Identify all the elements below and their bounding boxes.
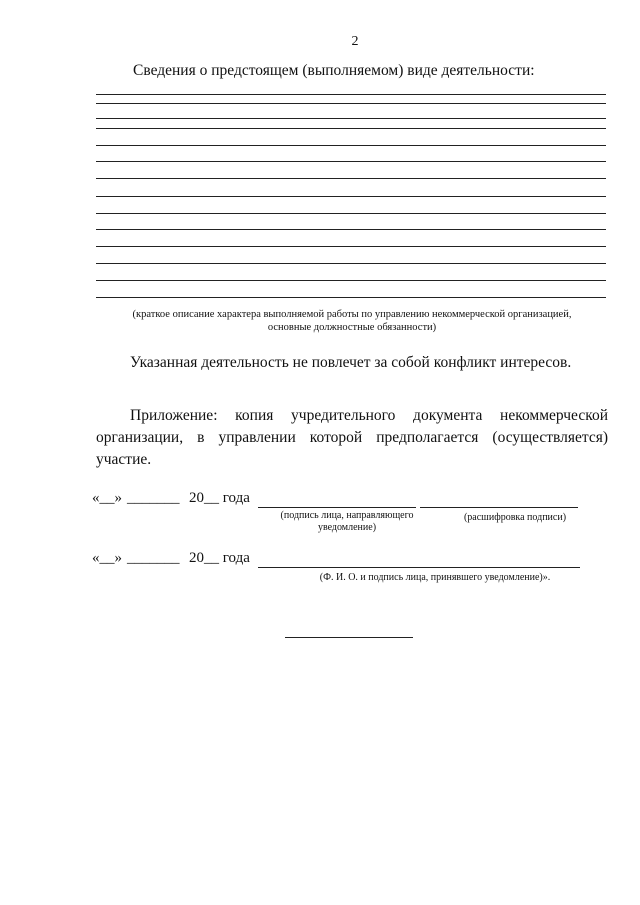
blank-line xyxy=(96,229,606,230)
signature-line xyxy=(258,507,416,508)
section-heading: Сведения о предстоящем (выполняемом) виде деятельности: xyxy=(133,62,535,79)
closing-line xyxy=(285,637,413,638)
date-month-blank: _______ xyxy=(127,490,180,506)
date-month-blank: _______ xyxy=(127,550,180,566)
blank-line xyxy=(96,297,606,298)
date-day: «__» xyxy=(92,550,122,566)
receiver-label: (Ф. И. О. и подпись лица, принявшего уведомление)». xyxy=(319,572,551,583)
page-number: 2 xyxy=(351,34,359,49)
blank-line xyxy=(96,280,606,281)
blank-line xyxy=(96,128,606,129)
date-year: 20__ года xyxy=(189,550,250,566)
attachment-paragraph: Приложение: копия учредительного документа некоммерческой организации, в управлении которой предполагается (осуществляется) участие. xyxy=(96,407,608,468)
blank-line xyxy=(96,196,606,197)
decode-label: (расшифровка подписи) xyxy=(463,512,567,523)
blank-line xyxy=(96,178,606,179)
decode-line xyxy=(420,507,578,508)
receiver-signature-line xyxy=(258,567,580,568)
blank-line xyxy=(96,118,606,119)
blank-line xyxy=(96,145,606,146)
caption-line: основные должностные обязанности) xyxy=(267,322,437,333)
caption-line: (краткое описание характера выполняемой работы по управлению некоммерческой организацией, xyxy=(132,309,572,320)
blank-line xyxy=(96,263,606,264)
signature-label-line: уведомление) xyxy=(317,522,377,533)
conflict-statement: Указанная деятельность не повлечет за собой конфликт интересов. xyxy=(130,354,572,371)
blank-line xyxy=(96,161,606,162)
signature-label xyxy=(262,510,432,534)
signature-label-line: (подпись лица, направляющего xyxy=(280,510,414,521)
blank-line xyxy=(96,213,606,214)
blank-line xyxy=(96,246,606,247)
description-caption xyxy=(96,308,608,334)
date-year: 20__ года xyxy=(189,490,250,506)
blank-line xyxy=(96,103,606,104)
date-day: «__» xyxy=(92,490,122,506)
blank-line xyxy=(96,94,606,95)
